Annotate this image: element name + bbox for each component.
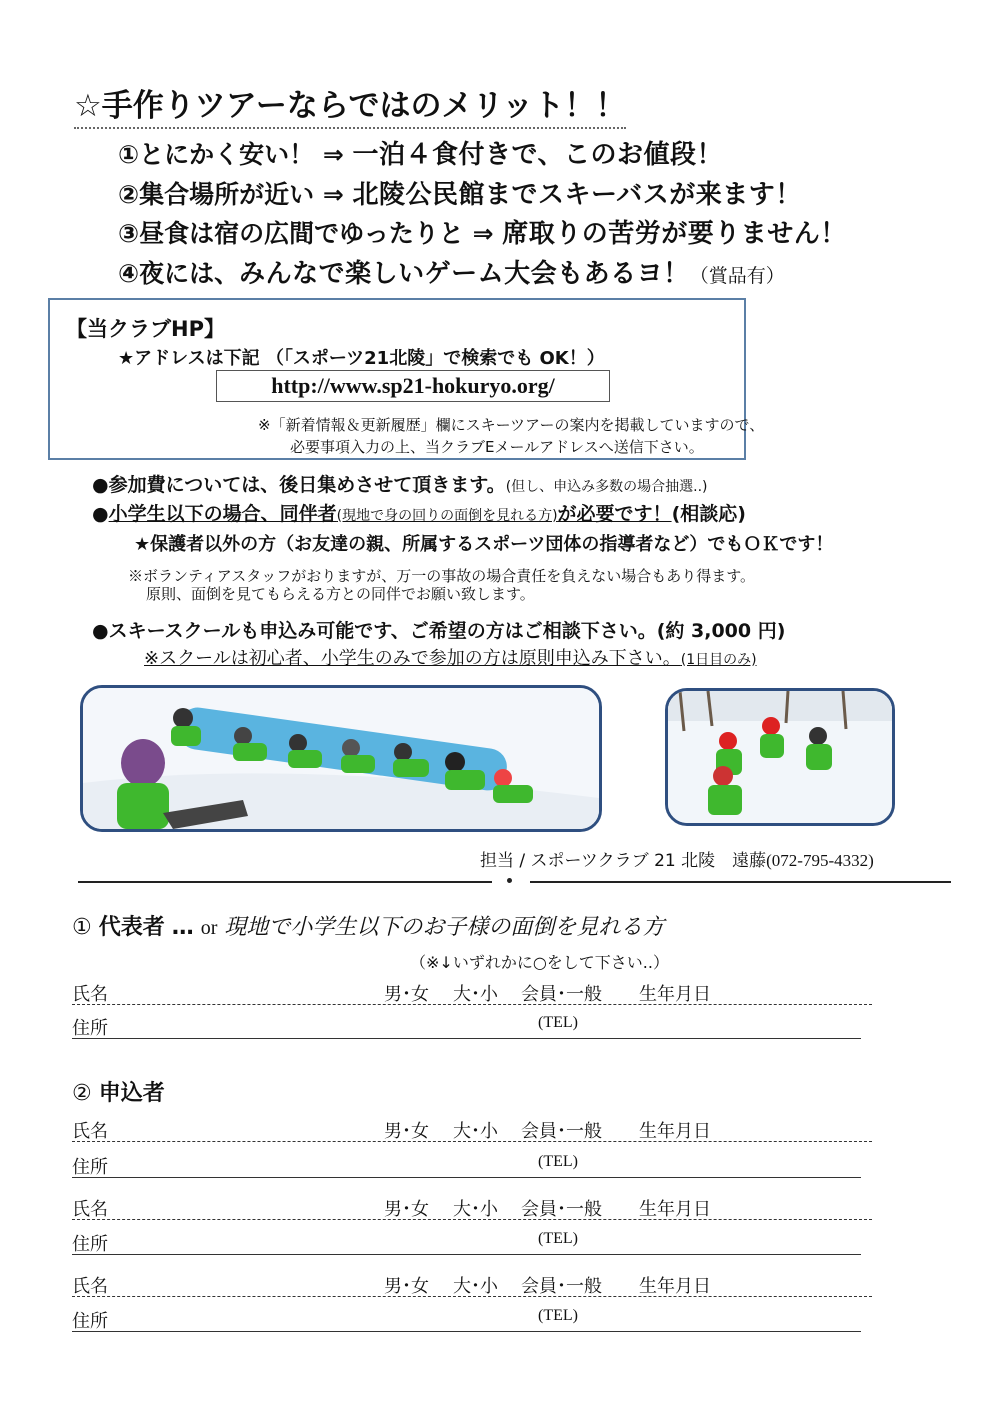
- sledding-illustration: [83, 688, 599, 829]
- school-note-tail: (1日目のみ): [680, 652, 757, 668]
- tel-label: (TEL): [538, 1307, 578, 1324]
- volunteer-note-2: 原則、面倒を見てもらえる方との同伴でお願い致します。: [146, 587, 535, 603]
- cut-line-dot: [507, 878, 512, 883]
- fee-main: ●参加費については、後日集めさせて頂きます。: [92, 474, 506, 496]
- volunteer-note-1: ※ボランティアスタッフがおりますが、万一の事故の場合責任を負えない場合もあり得ます。: [128, 569, 756, 585]
- tel-label: (TEL): [538, 1153, 578, 1170]
- rep-name-row[interactable]: [72, 980, 872, 1005]
- age-choice[interactable]: 大･小: [453, 1199, 498, 1220]
- child-notice: [92, 499, 746, 526]
- birth-label: 生年月日: [639, 984, 711, 1005]
- applicant-name-row[interactable]: [72, 1117, 872, 1142]
- gender-choice[interactable]: 男･女: [384, 1199, 429, 1220]
- merit-lead: ④夜には、: [118, 259, 240, 288]
- merit-item-3: [118, 213, 847, 250]
- birth-label: 生年月日: [639, 1121, 711, 1142]
- member-choice[interactable]: 会員･一般: [521, 1199, 602, 1220]
- contact-phone: (072-795-4332): [766, 851, 874, 870]
- child-tail: (相談応): [671, 503, 746, 525]
- member-choice[interactable]: 会員･一般: [521, 1121, 602, 1142]
- merit-tail: （賞品有）: [689, 265, 785, 287]
- address-label: 住所: [72, 1157, 108, 1178]
- cut-line-left: [78, 881, 492, 883]
- age-choice[interactable]: 大･小: [453, 1121, 498, 1142]
- kids-illustration: [668, 691, 892, 823]
- applicant-name-row[interactable]: [72, 1272, 872, 1297]
- fee-sub: (但し、申込み多数の場合抽選..): [505, 479, 708, 495]
- circle-instruction: （※↓いずれかに○をして下さい..）: [410, 953, 669, 972]
- app-label: 申込者: [98, 1081, 165, 1106]
- homepage-title: 【当クラブHP】: [66, 317, 225, 341]
- fee-notice: [92, 470, 708, 497]
- address-label: 住所: [72, 1234, 108, 1255]
- rep-label: 代表者: [98, 915, 165, 940]
- birth-label: 生年月日: [639, 1199, 711, 1220]
- merit-lead: ①とにかく安い！ ⇒: [118, 140, 353, 169]
- child-underlined: 小学生以下の場合、同伴者: [108, 503, 337, 525]
- name-label: 氏名: [72, 1121, 108, 1142]
- birth-label: 生年月日: [639, 1276, 711, 1297]
- child-paren: (現地で身の回りの面倒を見れる方): [336, 508, 558, 524]
- rep-number: ①: [72, 915, 92, 940]
- guardian-note: ★保護者以外の方（お友達の親、所属するスポーツ団体の指導者など）でもＯＫです！: [134, 534, 834, 555]
- rep-or: or: [200, 917, 218, 939]
- contact-text: 担当 / スポーツクラブ 21 北陵 遠藤: [480, 851, 767, 871]
- merit-lead: ③昼食は宿の広間でゆったりと ⇒: [118, 219, 503, 248]
- tel-label: (TEL): [538, 1230, 578, 1247]
- representative-heading: [72, 910, 664, 941]
- gender-choice[interactable]: 男･女: [384, 1121, 429, 1142]
- merit-highlight: みんなで楽しいゲーム大会もあるヨ！: [239, 259, 690, 289]
- school-note-text: ※スクールは初心者、小学生のみで参加の方は原則申込み下さい。: [144, 648, 681, 669]
- rep-alt: 現地で小学生以下のお子様の面倒を見れる方: [224, 915, 665, 940]
- kids-snow-photo: [665, 688, 895, 826]
- applicant-address-row[interactable]: [72, 1307, 861, 1332]
- age-choice[interactable]: 大･小: [453, 984, 498, 1005]
- member-choice[interactable]: 会員･一般: [521, 984, 602, 1005]
- merit-item-2: [118, 174, 802, 211]
- contact-line: [480, 846, 874, 871]
- merit-item-4: [118, 253, 785, 290]
- homepage-note-2: 必要事項入力の上、当クラブEメールアドレスへ送信下さい。: [290, 438, 704, 456]
- school-note: [144, 644, 757, 670]
- member-choice[interactable]: 会員･一般: [521, 1276, 602, 1297]
- homepage-url[interactable]: http://www.sp21-hokuryo.org/: [216, 370, 610, 402]
- app-number: ②: [72, 1081, 92, 1106]
- child-bullet: ●: [92, 503, 109, 525]
- gender-choice[interactable]: 男･女: [384, 984, 429, 1005]
- sledding-photo: [80, 685, 602, 832]
- applicant-address-row[interactable]: [72, 1230, 861, 1255]
- tel-label: (TEL): [538, 1014, 578, 1031]
- name-label: 氏名: [72, 1199, 108, 1220]
- homepage-note-1: ※「新着情報＆更新履歴」欄にスキーツアーの案内を掲載していますので、: [258, 416, 765, 434]
- merit-highlight: 席取りの苦労が要りません！: [502, 219, 847, 249]
- name-label: 氏名: [72, 1276, 108, 1297]
- address-label: 住所: [72, 1018, 108, 1039]
- child-required: が必要です！: [557, 503, 672, 525]
- applicant-heading: [72, 1076, 165, 1107]
- homepage-address-line: ★アドレスは下記 （「スポーツ21北陵」で検索でも OK！）: [118, 348, 605, 369]
- age-choice[interactable]: 大･小: [453, 1276, 498, 1297]
- merits-title: ☆手作りツアーならではのメリット！！: [74, 80, 626, 129]
- name-label: 氏名: [72, 984, 108, 1005]
- merit-highlight: 北陵公民館までスキーバスが来ます！: [352, 180, 802, 210]
- merit-highlight: 一泊４食付きで、このお値段！: [352, 140, 724, 170]
- address-label: 住所: [72, 1311, 108, 1332]
- merit-lead: ②集合場所が近い ⇒: [118, 180, 353, 209]
- cut-line-right: [530, 881, 951, 883]
- rep-address-row[interactable]: [72, 1014, 861, 1039]
- school-notice: ●スキースクールも申込み可能です、ご希望の方はご相談下さい。(約 3,000 円): [92, 620, 786, 642]
- applicant-name-row[interactable]: [72, 1195, 872, 1220]
- gender-choice[interactable]: 男･女: [384, 1276, 429, 1297]
- merit-item-1: [118, 134, 723, 171]
- applicant-address-row[interactable]: [72, 1153, 861, 1178]
- rep-dots: …: [171, 915, 194, 940]
